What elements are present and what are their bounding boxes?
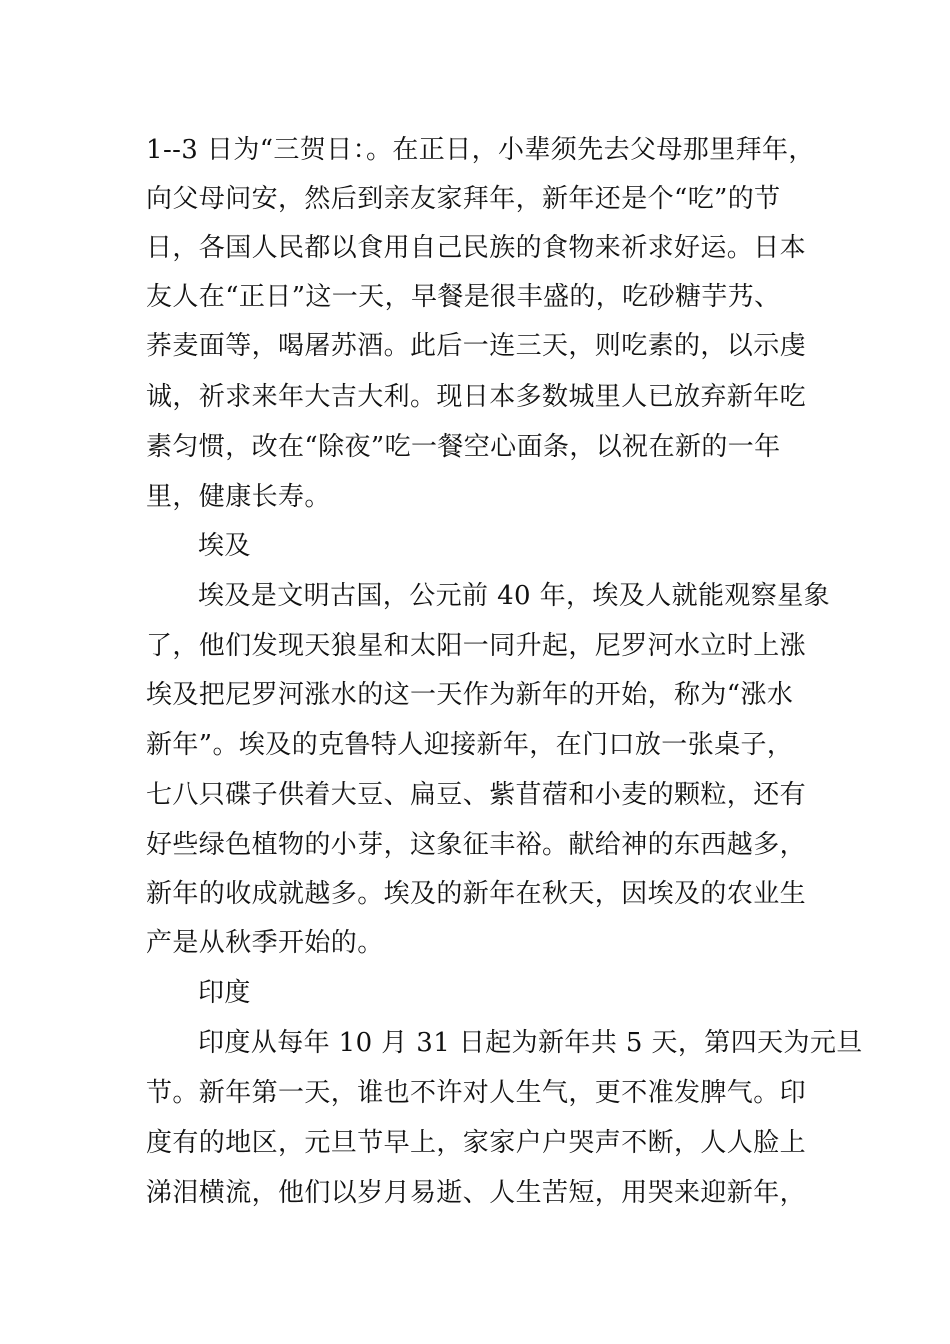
paragraph-first-line: 印度从每年 10 月 31 日起为新年共 5 天，第四天为元旦 — [198, 1028, 863, 1058]
text-line: 日，各国人民都以食用自己民族的食物来祈求好运。日本 — [146, 233, 807, 263]
text-line: 新年的收成就越多。埃及的新年在秋天，因埃及的农业生 — [146, 879, 807, 909]
text-line: 涕泪横流，他们以岁月易逝、人生苦短，用哭来迎新年， — [146, 1178, 807, 1208]
section-heading-india: 印度 — [198, 978, 251, 1008]
text-line: 荞麦面等，喝屠苏酒。此后一连三天，则吃素的，以示虔 — [146, 331, 807, 361]
text-line: 埃及把尼罗河涨水的这一天作为新年的开始，称为“涨水 — [146, 680, 794, 710]
text-line: 向父母问安，然后到亲友家拜年，新年还是个“吃”的节 — [146, 184, 781, 214]
text-line: 友人在“正日”这一天，早餐是很丰盛的，吃砂糖芋艿、 — [146, 282, 781, 312]
text-line: 新年”。埃及的克鲁特人迎接新年，在门口放一张桌子， — [146, 730, 794, 760]
section-heading-egypt: 埃及 — [198, 531, 251, 561]
paragraph-first-line: 埃及是文明古国，公元前 40 年，埃及人就能观察星象 — [198, 581, 831, 611]
text-line: 产是从秋季开始的。 — [146, 928, 384, 958]
text-line: 1--3 日为“三贺日：。在正日，小辈须先去父母那里拜年， — [146, 135, 815, 165]
text-line: 好些绿色植物的小芽，这象征丰裕。献给神的东西越多， — [146, 830, 807, 860]
text-line: 七八只碟子供着大豆、扁豆、紫苜蓿和小麦的颗粒，还有 — [146, 780, 807, 810]
text-line: 素匀惯，改在“除夜”吃一餐空心面条，以祝在新的一年 — [146, 432, 781, 462]
text-line: 节。新年第一天，谁也不许对人生气，更不准发脾气。印 — [146, 1078, 807, 1108]
text-line: 里，健康长寿。 — [146, 482, 331, 512]
text-line: 度有的地区，元旦节早上，家家户户哭声不断，人人脸上 — [146, 1128, 807, 1158]
text-line: 诚，祈求来年大吉大利。现日本多数城里人已放弃新年吃 — [146, 382, 807, 412]
text-line: 了，他们发现天狼星和太阳一同升起，尼罗河水立时上涨 — [146, 631, 807, 661]
